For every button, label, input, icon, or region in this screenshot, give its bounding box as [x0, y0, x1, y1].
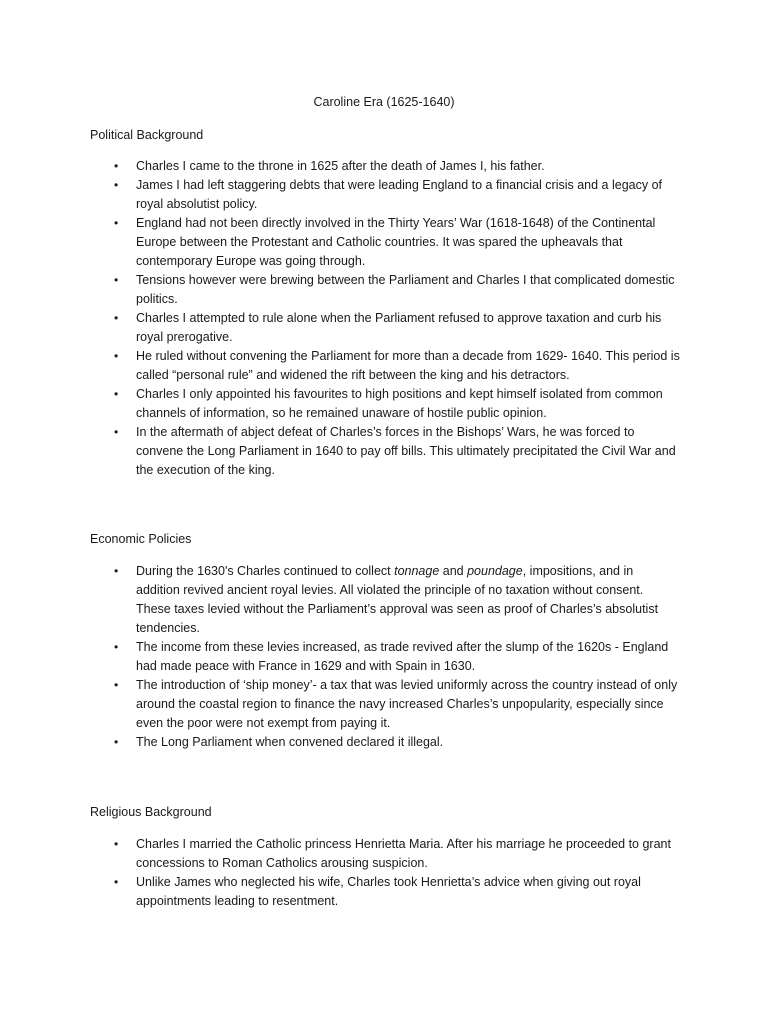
bullet-icon: • — [114, 311, 119, 325]
bullet-icon: • — [114, 875, 119, 889]
list-item: • James I had left staggering debts that were leading England to a financial crisis and a legacy of royal absolutist policy. — [114, 178, 663, 211]
emphasized-term: poundage — [467, 564, 523, 578]
bullet-icon: • — [114, 349, 119, 363]
bullet-icon: • — [114, 735, 119, 749]
list-item: • He ruled without convening the Parliament for more than a decade from 1629- 1640. This period is called “personal rule” and widened the rift between the king and his detractors. — [114, 349, 680, 382]
bullet-icon: • — [114, 678, 119, 692]
list-item: • The income from these levies increased, as trade revived after the slump of the 1620s - England had made peace with France in 1629 and with Spain in 1630. — [114, 640, 669, 673]
bullet-icon: • — [114, 178, 119, 192]
list-item — [90, 562, 680, 638]
economic-policies-list — [90, 562, 680, 752]
bullet-icon: • — [114, 159, 119, 173]
section-heading-economic-policies: Economic Policies — [90, 532, 192, 546]
list-item: • The introduction of ‘ship money’- a tax that was levied uniformly across the country instead of only around the coastal region to finance the navy increased Charles’s unpopularity, especially since even the poor were not exempt from paying it. — [114, 678, 678, 730]
list-item: • The Long Parliament when convened declared it illegal. — [90, 733, 680, 752]
bullet-icon: • — [114, 640, 119, 654]
emphasized-term: tonnage — [394, 564, 440, 578]
bullet-icon: • — [114, 837, 119, 851]
list-item: • Unlike James who neglected his wife, Charles took Henrietta’s advice when giving out royal appointments leading to resentment. — [114, 875, 641, 908]
list-item: • Tensions however were brewing between the Parliament and Charles I that complicated domestic politics. — [114, 273, 675, 306]
document-title: Caroline Era (1625-1640) — [313, 95, 455, 109]
bullet-icon: • — [114, 273, 119, 287]
list-item: • Charles I came to the throne in 1625 after the death of James I, his father. — [90, 157, 680, 176]
list-item: • Charles I married the Catholic princess Henrietta Maria. After his marriage he proceeded to grant concessions to Roman Catholics arousing suspicion. — [114, 837, 671, 870]
section-heading-religious-background: Religious Background — [90, 805, 212, 819]
list-item: • England had not been directly involved in the Thirty Years’ War (1618-1648) of the Continental Europe between the Protestant and Catholic countries. It was spared the upheavals that contemporary Europe was going through. — [114, 216, 656, 268]
bullet-icon: • — [114, 425, 119, 439]
list-item: • In the aftermath of abject defeat of Charles’s forces in the Bishops’ Wars, he was forced to convene the Long Parliament in 1640 to pay off bills. This ultimately precipitated the Civil War and the execution of the king. — [114, 425, 676, 477]
list-item: • Charles I only appointed his favourites to high positions and kept himself isolated from common channels of information, so he remained unaware of hostile public opinion. — [114, 387, 663, 420]
religious-background-list — [90, 835, 680, 911]
tonnage-poundage-text: During the 1630's Charles continued to collect tonnage and poundage, impositions, and in addition revived ancient royal levies. All violated the principle of no taxation without consent. These taxes levied without the Parliament’s approval was seen as proof of Charles’s absolutist tendencies. — [136, 564, 659, 635]
bullet-icon: • — [114, 387, 119, 401]
bullet-icon: • — [114, 564, 119, 578]
bullet-icon: • — [114, 216, 119, 230]
list-item: • Charles I attempted to rule alone when the Parliament refused to approve taxation and curb his royal prerogative. — [114, 311, 662, 344]
section-heading-political-background: Political Background — [90, 128, 204, 142]
political-background-list — [90, 157, 680, 480]
